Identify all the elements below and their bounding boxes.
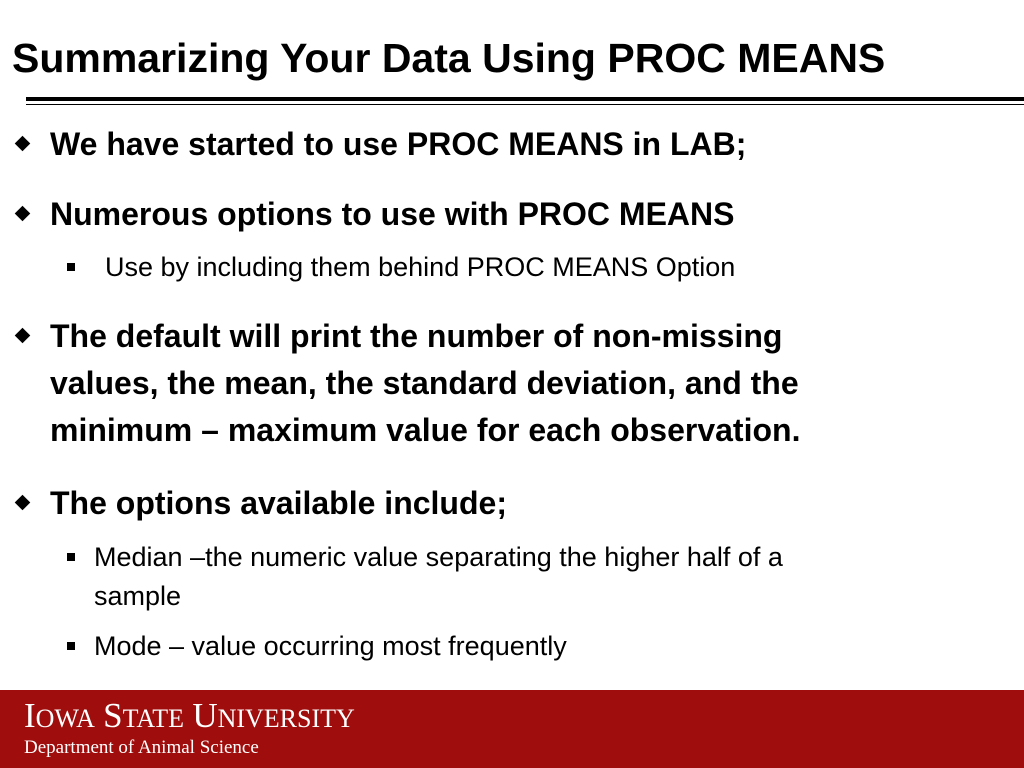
wordmark-rest: OWA — [35, 704, 95, 733]
title-divider-thin — [26, 104, 1024, 105]
bullet-4-text: The options available include; — [50, 485, 507, 521]
diamond-bullet-icon — [15, 328, 31, 344]
square-bullet-icon — [67, 263, 75, 271]
title-divider-thick — [26, 97, 1024, 101]
wordmark-rest: NIVERSITY — [217, 704, 355, 733]
bullet-2-text: Numerous options to use with PROC MEANS — [50, 196, 735, 232]
wordmark-initial: S — [103, 696, 123, 735]
bullet-3-line-2: values, the mean, the standard deviation, and the — [50, 365, 799, 401]
bullet-4-sub-1-line-1: Median –the numeric value separating the higher half of a — [94, 542, 783, 572]
footer-banner — [0, 690, 1024, 768]
slide-title: Summarizing Your Data Using PROC MEANS — [12, 35, 886, 81]
square-bullet-icon — [67, 553, 75, 561]
wordmark-initial: I — [24, 696, 36, 735]
bullet-3-line-3: minimum – maximum value for each observation. — [50, 412, 801, 448]
diamond-bullet-icon — [15, 136, 31, 152]
bullet-1-text: We have started to use PROC MEANS in LAB; — [50, 126, 747, 162]
diamond-bullet-icon — [15, 495, 31, 511]
wordmark-initial: U — [192, 696, 218, 735]
square-bullet-icon — [67, 642, 75, 650]
wordmark-rest: TATE — [122, 704, 185, 733]
bullet-3-line-1: The default will print the number of non-missing — [50, 318, 783, 354]
diamond-bullet-icon — [15, 206, 31, 222]
bullet-4-sub-1-line-2: sample — [94, 581, 182, 611]
bullet-4-sub-2-text: Mode – value occurring most frequently — [94, 631, 567, 661]
department-name: Department of Animal Science — [24, 737, 259, 758]
bullet-2-sub-1-text: Use by including them behind PROC MEANS Option — [105, 252, 736, 282]
university-wordmark — [24, 694, 355, 741]
